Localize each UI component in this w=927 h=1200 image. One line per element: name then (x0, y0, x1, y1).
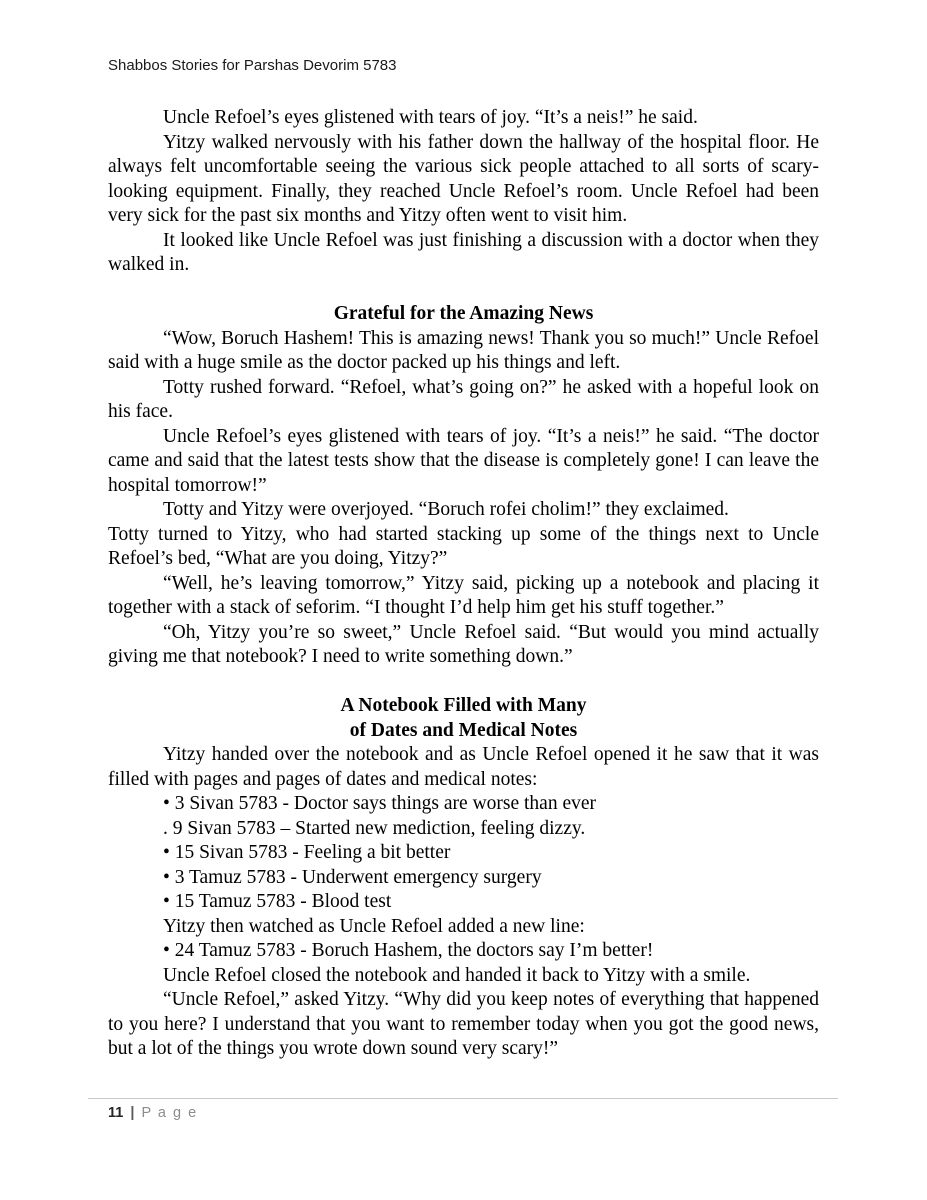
header-title: Shabbos Stories for Parshas Devorim 5783 (108, 57, 397, 74)
notebook-entry-line: • 3 Tamuz 5783 - Underwent emergency surgery (163, 866, 542, 888)
story-paragraph: Yitzy walked nervously with his father down the hallway of the hospital floor. He always felt uncomfortable seeing the various sick people attached to all sorts of scary-looking equipment. Finally, they reached Uncle Refoel’s room. Uncle Refoel had been very sick for the past six months and Yitzy often went to visit him. (108, 131, 819, 226)
story-paragraph: Totty rushed forward. “Refoel, what’s going on?” he asked with a hopeful look on his face. (108, 376, 819, 422)
story-paragraph: “Oh, Yitzy you’re so sweet,” Uncle Refoel said. “But would you mind actually giving me that notebook? I need to write something down.” (108, 621, 819, 667)
story-paragraph: It looked like Uncle Refoel was just finishing a discussion with a doctor when they walked in. (108, 229, 819, 275)
page-header (108, 56, 819, 75)
story-line: Uncle Refoel closed the notebook and handed it back to Yitzy with a smile. (163, 964, 751, 986)
section-heading-line-2: of Dates and Medical Notes (349, 719, 578, 741)
story-paragraph: Uncle Refoel’s eyes glistened with tears of joy. “It’s a neis!” he said. (163, 107, 698, 128)
footer-separator: | (130, 1105, 135, 1121)
document-body (108, 106, 819, 1062)
story-line: Yitzy then watched as Uncle Refoel added a new line: (163, 915, 585, 937)
story-paragraph: “Uncle Refoel,” asked Yitzy. “Why did you keep notes of everything that happened to you here? I understand that you want to remember today when you got the good news, but a lot of the things you wrote down sound very scary!” (108, 989, 819, 1059)
page-footer (88, 1098, 838, 1121)
notebook-entry-line: • 15 Tamuz 5783 - Blood test (163, 891, 392, 912)
story-paragraph: Yitzy handed over the notebook and as Uncle Refoel opened it he saw that it was filled with pages and pages of dates and medical notes: (108, 744, 819, 790)
section-heading-line-1: A Notebook Filled with Many (340, 695, 587, 716)
page-number: 11 (108, 1105, 124, 1121)
story-paragraph: “Wow, Boruch Hashem! This is amazing news! Thank you so much!” Uncle Refoel said with a huge smile as the doctor packed up his things and left. (108, 327, 819, 373)
story-paragraph: Uncle Refoel’s eyes glistened with tears of joy. “It’s a neis!” he said. “The doctor came and said that the latest tests show that the disease is completely gone! I can leave the hospital tomorrow!” (108, 425, 819, 496)
footer-page-label: P a g e (141, 1105, 198, 1121)
footer-text (88, 1105, 838, 1121)
notebook-entry-line: . 9 Sivan 5783 – Started new mediction, feeling dizzy. (163, 817, 586, 839)
story-paragraph: “Well, he’s leaving tomorrow,” Yitzy said, picking up a notebook and placing it together with a stack of seforim. “I thought I’d help him get his stuff together.” (108, 572, 819, 618)
notebook-entry-line: • 15 Sivan 5783 - Feeling a bit better (163, 842, 451, 863)
notebook-entry-line: • 24 Tamuz 5783 - Boruch Hashem, the doctors say I’m better! (163, 940, 654, 961)
blank-line (108, 670, 819, 695)
story-paragraph: Totty turned to Yitzy, who had started stacking up some of the things next to Uncle Refoel’s bed, “What are you doing, Yitzy?” (108, 523, 819, 569)
section-heading: Grateful for the Amazing News (333, 303, 594, 324)
footer-divider (88, 1098, 838, 1099)
blank-line (108, 278, 819, 303)
story-line: Totty and Yitzy were overjoyed. “Boruch rofei cholim!” they exclaimed. (163, 499, 729, 520)
notebook-entry-line: • 3 Sivan 5783 - Doctor says things are worse than ever (163, 793, 597, 814)
